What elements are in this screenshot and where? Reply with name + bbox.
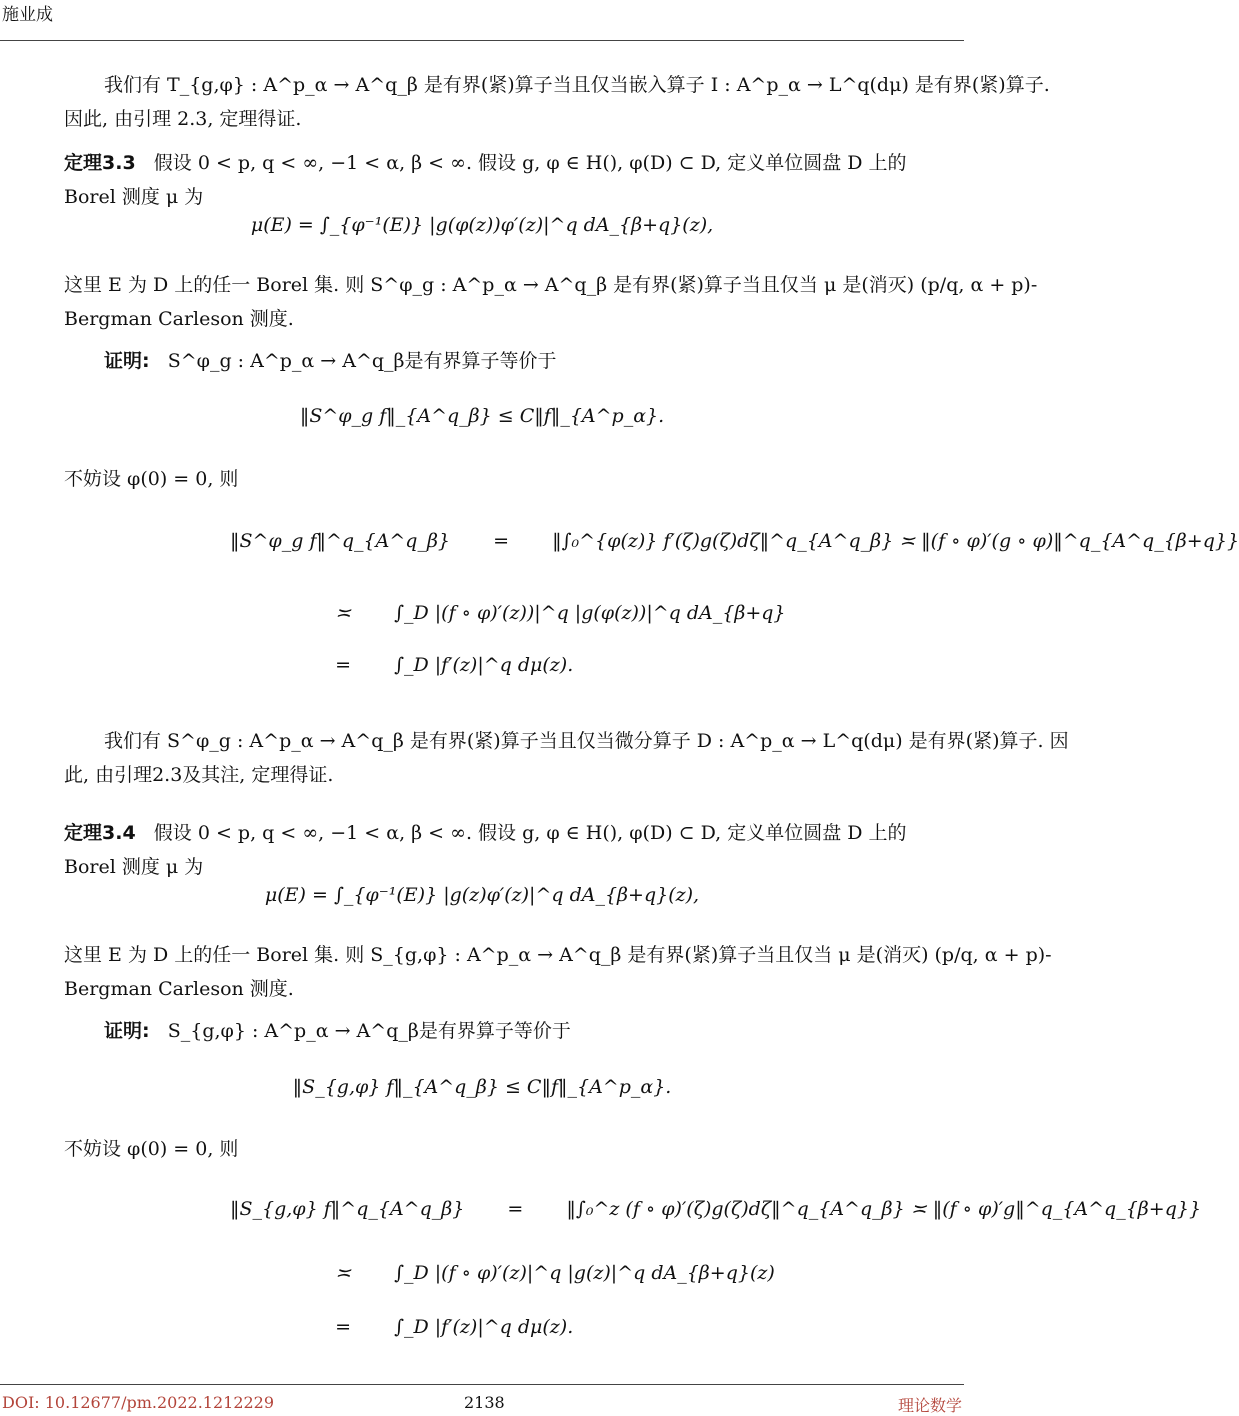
theorem-3-3-equation: μ(E) = ∫_{φ⁻¹(E)} |g(φ(z))φ′(z)|^q dA_{β+q}(z), [250,214,714,236]
proof-3-3-lhs: ‖S^φ_g f‖^q_{A^q_β} [230,530,451,552]
proof-3-3-label: 证明: [104,350,150,372]
proof-3-4-line [104,1014,964,1048]
para2-line2: 此, 由引理2.3及其注, 定理得证. [64,764,334,786]
proof-3-3-text: S^φ_g : A^p_α → A^q_β是有界算子等价于 [167,350,557,372]
proof-3-3-line [104,344,964,378]
proof-3-4-align-row2 [230,1262,775,1284]
proof-3-3-align-row2 [230,602,786,624]
proof-3-3-align-row1 [230,530,1239,552]
proof-3-3-rhs1: ‖∫₀^{φ(z)} f′(ζ)g(ζ)dζ‖^q_{A^q_β} ≍ ‖(f ∘ φ)′(g ∘ φ)‖^q_{A^q_{β+q}} [552,530,1239,552]
theorem-3-3-line1 [64,146,964,180]
proof-3-3-rhs2: ∫_D |(f ∘ φ)′(z))|^q |g(φ(z))|^q dA_{β+q} [394,602,786,624]
proof-3-3-assumption: 不妨设 φ(0) = 0, 则 [64,468,239,490]
proof-3-4-align-row3 [230,1316,573,1338]
theorem-3-3-line2: Borel 测度 μ 为 [64,186,204,208]
theorem-3-4-line3: 这里 E 为 D 上的任一 Borel 集. 则 S_{g,φ} : A^p_α → A^q_β 是有界(紧)算子当且仅当 μ 是(消灭) (p/q, α + p)- [64,944,1052,966]
theorem-3-3-text: 假设 0 < p, q < ∞, −1 < α, β < ∞. 假设 g, φ ∈ H(), φ(D) ⊂ D, 定义单位圆盘 D 上的 [153,152,907,174]
journal-name: 理论数学 [897,1396,962,1415]
para1-line2: 因此, 由引理 2.3, 定理得证. [64,108,302,130]
proof-3-3-rel1: = [493,530,510,552]
doi-link[interactable]: DOI: 10.12677/pm.2022.1212229 [2,1393,275,1412]
proof-3-4-rel3: = [335,1316,351,1338]
proof-3-4-align-row1 [230,1198,1201,1220]
page-footer [0,1384,964,1415]
proof-3-4-rhs1: ‖∫₀^z (f ∘ φ)′(ζ)g(ζ)dζ‖^q_{A^q_β} ≍ ‖(f ∘ φ)′g‖^q_{A^q_{β+q}} [566,1198,1202,1220]
theorem-3-4-label: 定理3.4 [64,822,136,844]
theorem-3-3-line4: Bergman Carleson 测度. [64,308,294,330]
theorem-3-3-label: 定理3.3 [64,152,136,174]
proof-3-3-rhs3: ∫_D |f′(z)|^q dμ(z). [394,654,574,676]
proof-3-4-assumption: 不妨设 φ(0) = 0, 则 [64,1138,239,1160]
proof-3-4-rel2: ≍ [335,1262,351,1284]
para2-line1: 我们有 S^φ_g : A^p_α → A^q_β 是有界(紧)算子当且仅当微分算子 D : A^p_α → L^q(dμ) 是有界(紧)算子. 因 [104,730,1069,752]
proof-3-3-rel3: = [335,654,351,676]
theorem-3-4-line1 [64,816,964,850]
theorem-3-3-line3: 这里 E 为 D 上的任一 Borel 集. 则 S^φ_g : A^p_α → A^q_β 是有界(紧)算子当且仅当 μ 是(消灭) (p/q, α + p)- [64,274,1038,296]
para1-line1: 我们有 T_{g,φ} : A^p_α → A^q_β 是有界(紧)算子当且仅当嵌入算子 I : A^p_α → L^q(dμ) 是有界(紧)算子. [104,74,1050,96]
proof-3-3-rel2: ≍ [335,602,351,624]
theorem-3-4-line4: Bergman Carleson 测度. [64,978,294,1000]
page-number: 2138 [464,1393,505,1412]
proof-3-4-rhs3: ∫_D |f′(z)|^q dμ(z). [394,1316,574,1338]
proof-3-3-align-row3 [230,654,573,676]
proof-3-4-text: S_{g,φ} : A^p_α → A^q_β是有界算子等价于 [167,1020,571,1042]
theorem-3-4-equation: μ(E) = ∫_{φ⁻¹(E)} |g(z)φ′(z)|^q dA_{β+q}(z), [264,884,700,906]
proof-3-4-rhs2: ∫_D |(f ∘ φ)′(z)|^q |g(z)|^q dA_{β+q}(z) [394,1262,775,1284]
running-head-author: 施业成 [2,5,53,25]
proof-3-3-norm-equation: ‖S^φ_g f‖_{A^q_β} ≤ C‖f‖_{A^p_α}. [299,405,665,427]
theorem-3-4-text: 假设 0 < p, q < ∞, −1 < α, β < ∞. 假设 g, φ ∈ H(), φ(D) ⊂ D, 定义单位圆盘 D 上的 [153,822,907,844]
proof-3-4-label: 证明: [104,1020,150,1042]
proof-3-4-norm-equation: ‖S_{g,φ} f‖_{A^q_β} ≤ C‖f‖_{A^p_α}. [292,1076,672,1098]
page-header [0,0,964,41]
proof-3-4-rel1: = [507,1198,524,1220]
theorem-3-4-line2: Borel 测度 μ 为 [64,856,204,878]
proof-3-4-lhs: ‖S_{g,φ} f‖^q_{A^q_β} [230,1198,465,1220]
